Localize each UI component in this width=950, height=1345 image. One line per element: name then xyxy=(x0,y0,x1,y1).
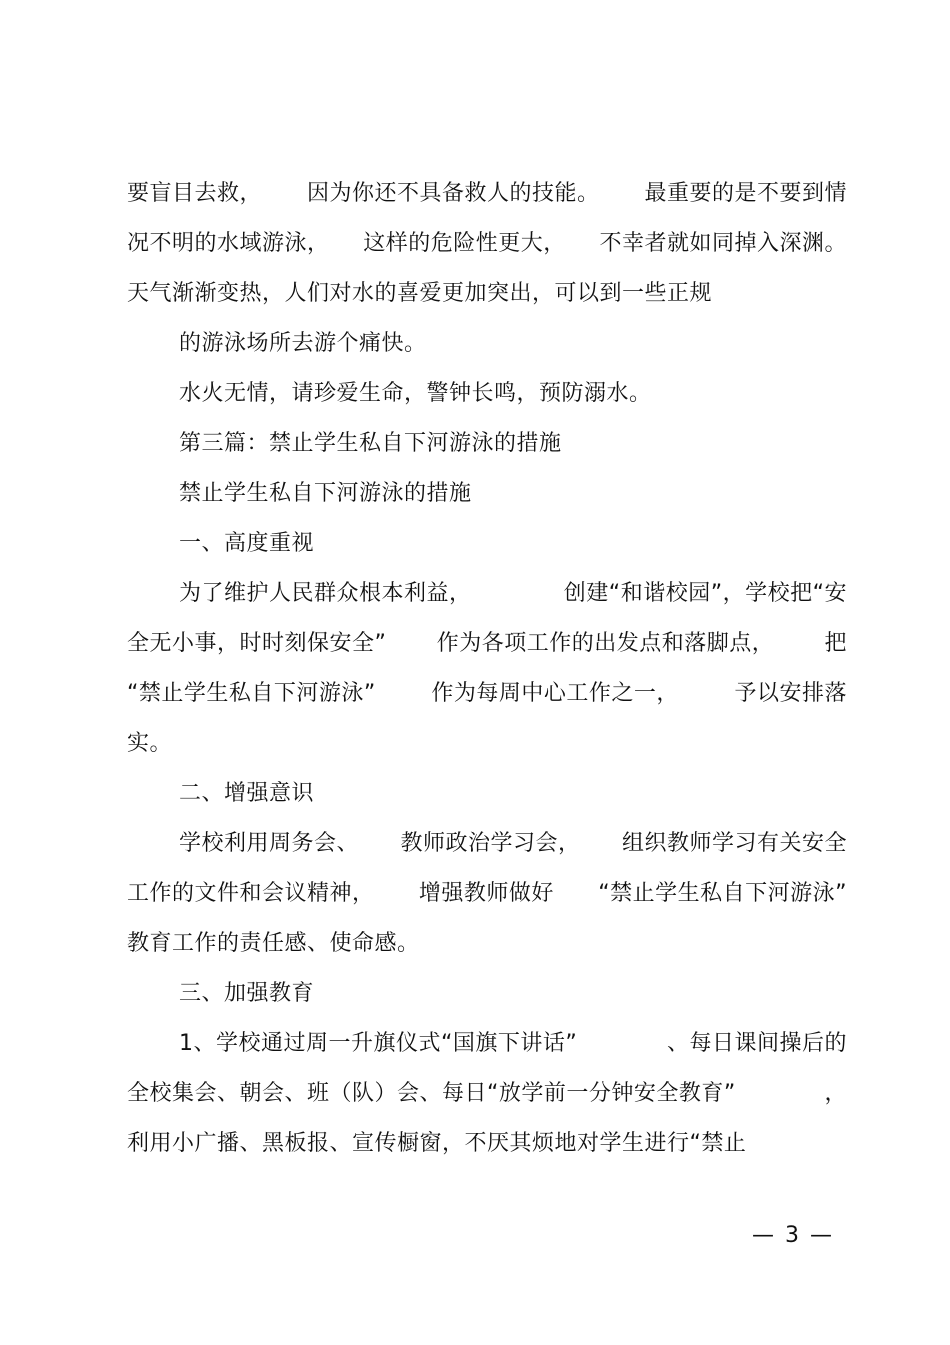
body-line-3: 天气渐渐变热，人们对水的喜爱更加突出，可以到一些正规 xyxy=(127,281,713,306)
subheading-1: 一、高度重视 xyxy=(179,531,315,556)
body-line-15 xyxy=(127,879,847,909)
body-line-9 xyxy=(179,579,847,609)
body-line-1 xyxy=(127,179,847,209)
body-line-11 xyxy=(127,679,847,709)
page-number: — 3 — xyxy=(752,1223,834,1248)
section-title: 禁止学生私自下河游泳的措施 xyxy=(179,481,472,506)
text-segment: 因为你还不具备救人的技能。 xyxy=(306,181,600,206)
body-line-14 xyxy=(179,829,847,859)
text-segment: 不幸者就如同掉入深渊。 xyxy=(599,231,847,256)
text-segment: 把 xyxy=(824,631,847,656)
body-line-2 xyxy=(127,229,847,259)
body-line-19 xyxy=(127,1079,847,1109)
text-segment: 创建“和谐校园”，学校把“安 xyxy=(563,581,847,606)
text-segment: 要盲目去救， xyxy=(127,181,263,206)
text-segment: 1、学校通过周一升旗仪式“国旗下讲话” xyxy=(179,1031,578,1056)
subheading-2: 二、增强意识 xyxy=(179,781,315,806)
text-segment: 、每日课间操后的 xyxy=(666,1031,847,1056)
text-segment: 予以安排落 xyxy=(734,681,847,706)
text-segment: “禁止学生私自下河游泳” xyxy=(598,881,847,906)
text-segment: 全无小事，时时刻保安全” xyxy=(127,631,387,656)
body-line-12: 实。 xyxy=(127,731,173,756)
body-line-16: 教育工作的责任感、使命感。 xyxy=(127,931,420,956)
text-segment: 作为各项工作的出发点和落脚点， xyxy=(436,631,775,656)
text-segment: 增强教师做好 xyxy=(418,881,554,906)
text-segment: 最重要的是不要到情 xyxy=(644,181,847,206)
text-segment: 全校集会、朝会、班（队）会、每日“放学前一分钟安全教育” xyxy=(127,1081,736,1106)
chapter-heading: 第三篇：禁止学生私自下河游泳的措施 xyxy=(179,431,562,456)
body-line-4: 的游泳场所去游个痛快。 xyxy=(179,331,427,356)
text-segment: 为了维护人民群众根本利益， xyxy=(179,581,472,606)
text-segment: “禁止学生私自下河游泳” xyxy=(127,681,376,706)
body-line-10 xyxy=(127,629,847,659)
body-line-5: 水火无情，请珍爱生命，警钟长鸣，预防溺水。 xyxy=(179,381,652,406)
text-segment: 工作的文件和会议精神， xyxy=(127,881,375,906)
text-segment: 学校利用周务会、 xyxy=(179,831,360,856)
text-segment: 况不明的水域游泳， xyxy=(127,231,330,256)
text-segment: 教师政治学习会， xyxy=(400,831,581,856)
text-segment: 作为每周中心工作之一， xyxy=(431,681,679,706)
body-line-18 xyxy=(179,1029,847,1059)
text-segment: ， xyxy=(824,1081,847,1106)
body-line-20: 利用小广播、黑板报、宣传橱窗，不厌其烦地对学生进行“禁止 xyxy=(127,1131,747,1156)
text-segment: 这样的危险性更大， xyxy=(363,231,566,256)
text-segment: 组织教师学习有关安全 xyxy=(621,831,847,856)
subheading-3: 三、加强教育 xyxy=(179,981,315,1006)
